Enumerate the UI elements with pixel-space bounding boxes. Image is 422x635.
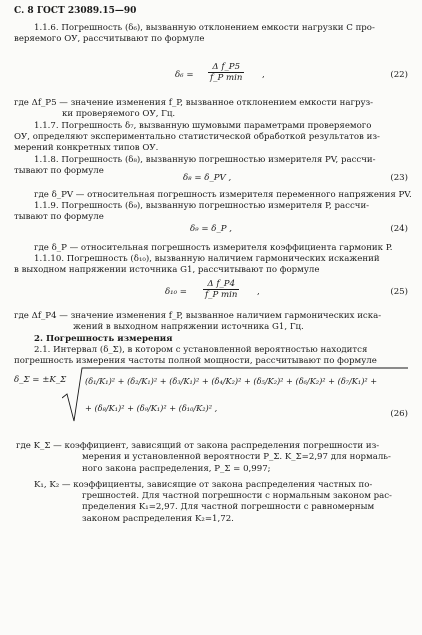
formula-25-fraction xyxy=(203,279,239,300)
page-header: С. 8 ГОСТ 23089.15—90 xyxy=(14,6,137,16)
text-line: ки проверяемого ОУ, Гц. xyxy=(62,109,176,119)
text-line: мерений конкретных типов ОУ. xyxy=(14,143,159,153)
text-line: погрешность измерения частоты полной мощности, рассчитывают по формуле xyxy=(14,356,377,366)
text-line: где δ_P — относительная погрешность измерителя коэффициента гармоник P. xyxy=(34,243,393,253)
formula-26-row1: (δ₁/K₁)² + (δ₂/K₁)² + (δ₃/K₁)² + (δ₄/K₂)² + (δ₅/K₂)² + (δ₆/K₂)² + (δ₇/K₁)² + xyxy=(85,376,378,386)
text-line: законом распределения K₂=1,72. xyxy=(82,514,234,524)
text-line: 2.1. Интервал (δ_Σ), в котором с установленной вероятностью находится xyxy=(34,345,368,355)
section-heading: 2. Погрешность измерения xyxy=(34,334,173,344)
formula-26-number: (26) xyxy=(390,409,408,419)
formula-22-denominator: f_P min xyxy=(210,73,243,83)
text-line: 1.1.8. Погрешность (δ₈), вызванную погрешностью измерителя PV, рассчи- xyxy=(34,155,376,165)
formula-26-lhs: δ_Σ = ±K_Σ xyxy=(14,375,67,385)
formula-24-number: (24) xyxy=(390,224,408,234)
text-line: 1.1.7. Погрешность δ₇, вызванную шумовыми параметрами проверяемого xyxy=(34,121,372,131)
formula-25-denominator: f_P min xyxy=(205,290,238,300)
text-line: жений в выходном напряжении источника G1, Гц. xyxy=(73,322,304,332)
text-line: в выходном напряжении источника G1, рассчитывают по формуле xyxy=(14,265,320,275)
radical-sign-icon xyxy=(62,366,408,426)
text-line: ного закона распределения, P_Σ = 0,997; xyxy=(82,464,271,474)
text-line: тывают по формуле xyxy=(14,212,104,222)
formula-25-numerator: Δ f_P4 xyxy=(203,279,239,290)
text-line: тывают по формуле xyxy=(14,166,104,176)
text-line: где δ_PV — относительная погрешность измерителя переменного напряжения PV. xyxy=(34,190,412,200)
text-line: K₁, K₂ — коэффициенты, зависящие от закона распределения частных по- xyxy=(34,480,373,490)
text-line: 1.1.10. Погрешность (δ₁₀), вызванную наличием гармонических искажений xyxy=(34,254,380,264)
formula-23-number: (23) xyxy=(390,173,408,183)
formula-25-number: (25) xyxy=(390,287,408,297)
text-line: пределения K₁=2,97. Для частной погрешности с равномерным xyxy=(82,502,375,512)
formula-22-number: (22) xyxy=(390,70,408,80)
text-line: грешностей. Для частной погрешности с нормальным законом рас- xyxy=(82,491,392,501)
formula-22-tail: , xyxy=(262,70,265,80)
text-line: мерения и установленной вероятности P_Σ. K_Σ=2,97 для нормаль- xyxy=(82,452,391,462)
formula-24: δ₉ = δ_P , xyxy=(190,224,232,234)
formula-25-lhs: δ₁₀ = xyxy=(165,287,187,297)
text-line: веряемого ОУ, рассчитывают по формуле xyxy=(14,34,205,44)
formula-22-lhs: δ₆ = xyxy=(175,70,194,80)
radical-sign xyxy=(62,366,408,426)
text-line: где K_Σ — коэффициент, зависящий от закона распределения погрешности из- xyxy=(16,441,380,451)
text-line: где Δf_P5 — значение изменения f_P, вызванное отклонением емкости нагруз- xyxy=(14,98,374,108)
text-line: ОУ, определяют экспериментально статистической обработкой результатов из- xyxy=(14,132,380,142)
formula-22-numerator: Δ f_P5 xyxy=(208,62,244,73)
formula-26-row2: + (δ₈/K₁)² + (δ₉/K₁)² + (δ₁₀/K₂)² , xyxy=(85,403,218,413)
formula-25-tail: , xyxy=(257,287,260,297)
formula-22-fraction xyxy=(208,62,244,83)
formula-23: δ₈ = δ_PV , xyxy=(183,173,232,183)
text-line: где Δf_P4 — значение изменения f_P, вызванное наличием гармонических иска- xyxy=(14,311,382,321)
text-line: 1.1.9. Погрешность (δ₉), вызванную погрешностью измерителя P, рассчи- xyxy=(34,201,370,211)
text-line: 1.1.6. Погрешность (δ₆), вызванную отклонением емкости нагрузки C про- xyxy=(34,23,375,33)
